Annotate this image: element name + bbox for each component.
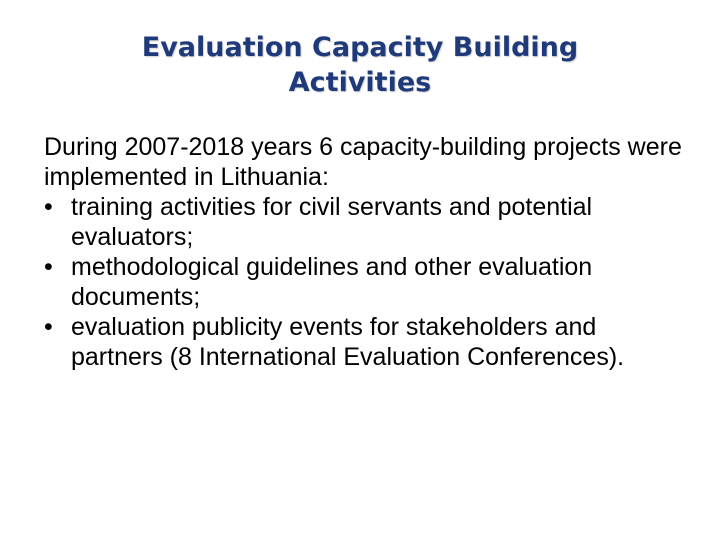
bullet-item-guidelines [44,252,684,312]
slide-title-line-2: Activities [288,67,432,98]
bullet-icon: • [44,193,53,221]
intro-paragraph: During 2007-2018 years 6 capacity-building projects were implemented in Lithuania: [44,133,682,191]
bullet-text-training: training activities for civil servants and potential evaluators; [71,193,593,251]
bullet-item-training [44,192,684,252]
bullet-list [44,192,684,372]
slide-title-line-1: Evaluation Capacity Building [141,32,579,63]
bullet-item-publicity [44,312,684,372]
slide-body [44,132,684,372]
slide-title [40,30,680,100]
bullet-text-guidelines: methodological guidelines and other evaluation documents; [71,253,593,311]
bullet-icon: • [44,253,53,281]
bullet-text-publicity: evaluation publicity events for stakeholders and partners (8 International Evaluation Conferences). [71,313,625,371]
bullet-icon: • [44,313,53,341]
